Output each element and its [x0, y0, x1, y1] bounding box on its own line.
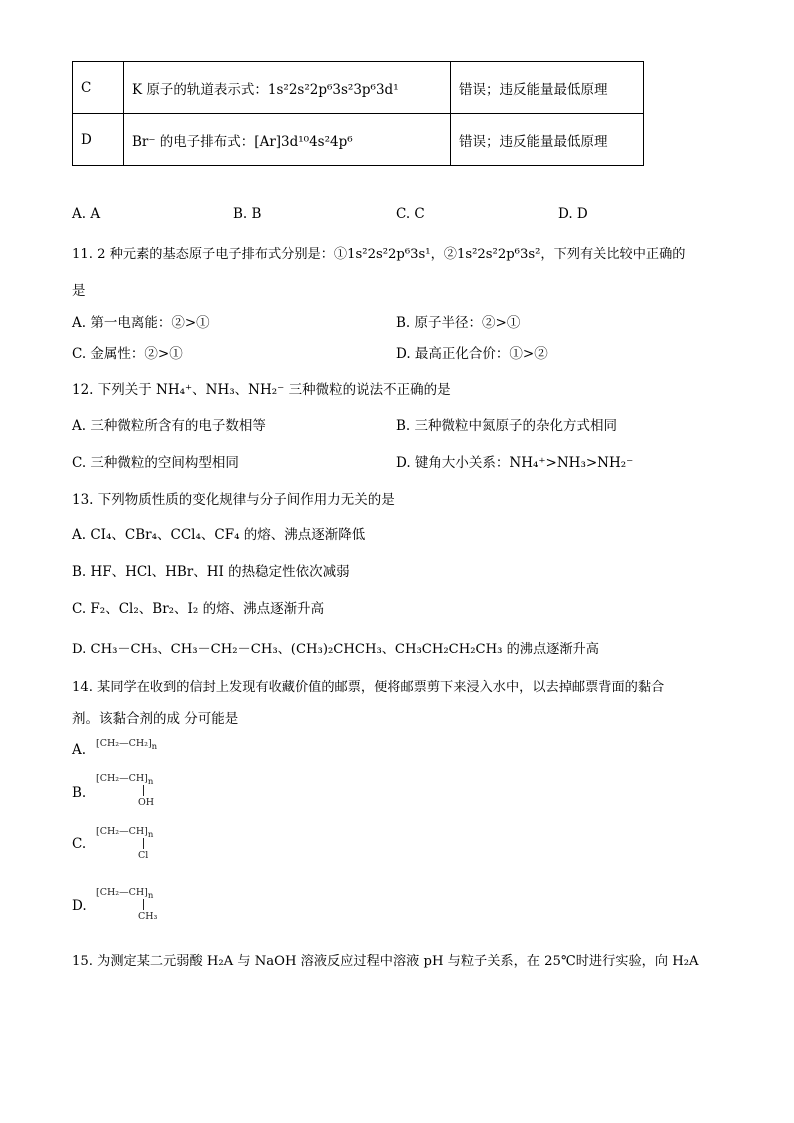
- polymer-chain: CH₂—CH: [99, 826, 145, 837]
- polymer-structure-c: $[CH_2—CH]_n$ Cl: [96, 826, 154, 861]
- q12-option-a: A. 三种微粒所含有的电子数相等: [72, 418, 266, 434]
- content-formula: [Ar]3d¹⁰4s²4p⁶: [254, 133, 353, 150]
- bond-line: [143, 785, 144, 796]
- polymer-chain: CH₂—CH₂: [99, 738, 148, 749]
- table-row: [73, 62, 644, 114]
- content-prefix: K 原子的轨道表示式：: [132, 81, 268, 98]
- polymer-structure-a: $[CH_2—CH_2]_n$: [96, 738, 158, 752]
- q13-option-a: A. CI₄、CBr₄、CCl₄、CF₄ 的熔、沸点逐渐降低: [72, 527, 366, 543]
- q15-stem: 15. 为测定某二元弱酸 H₂A 与 NaOH 溶液反应过程中溶液 pH 与粒子关系，在 25℃时进行实验，向 H₂A: [72, 954, 699, 969]
- polymer-n: n: [147, 777, 154, 787]
- answer-table: [72, 61, 644, 166]
- q14-option-a-label: A.: [72, 742, 87, 758]
- polymer-n: n: [151, 742, 158, 752]
- q14-option-d-label: D.: [72, 898, 87, 914]
- q10-option-d: D. D: [558, 206, 588, 222]
- q12-option-d: D. 键角大小关系：NH₄⁺>NH₃>NH₂⁻: [396, 455, 634, 471]
- q12-stem: 12. 下列关于 NH₄⁺、NH₃、NH₂⁻ 三种微粒的说法不正确的是: [72, 382, 451, 398]
- polymer-n: n: [147, 830, 154, 840]
- q14-option-c-label: C.: [72, 836, 87, 852]
- polymer-structure-b: $[CH_2—CH]_n$ OH: [96, 773, 155, 808]
- content-ion: Br⁻: [132, 133, 156, 150]
- polymer-n: n: [147, 891, 154, 901]
- q14-stem: 14. 某同学在收到的信封上发现有收藏价值的邮票，便将邮票剪下来浸入水中，以去掉邮票背面的黏合: [72, 680, 665, 695]
- table-row: [73, 114, 644, 166]
- q14-stem-cont: 剂。该黏合剂的成 分可能是: [72, 711, 239, 727]
- polymer-substituent: Cl: [138, 850, 149, 861]
- polymer-chain: CH₂—CH: [99, 887, 145, 898]
- q11-stem: 11. 2 种元素的基态原子电子排布式分别是：①1s²2s²2p⁶3s¹，②1s²2s²2p⁶3s²，下列有关比较中正确的: [72, 247, 686, 262]
- q11-stem-cont: 是: [72, 283, 86, 299]
- q11-option-b: B. 原子半径：②>①: [396, 315, 521, 331]
- content-cell: [124, 62, 451, 114]
- q12-option-b: B. 三种微粒中氮原子的杂化方式相同: [396, 418, 618, 434]
- judgement-cell: 错误；违反能量最低原理: [451, 62, 644, 114]
- content-prefix: 的电子排布式：: [159, 133, 255, 150]
- q13-stem: 13. 下列物质性质的变化规律与分子间作用力无关的是: [72, 492, 395, 508]
- q13-option-c: C. F₂、Cl₂、Br₂、I₂ 的熔、沸点逐渐升高: [72, 601, 325, 617]
- q11-option-a: A. 第一电离能：②>①: [72, 315, 210, 331]
- q13-option-d: D. CH₃－CH₃、CH₃－CH₂－CH₃、(CH₃)₂CHCH₃、CH₃CH₂CH₂CH₃ 的沸点逐渐升高: [72, 642, 599, 657]
- polymer-chain: CH₂—CH: [99, 773, 145, 784]
- q10-option-b: B. B: [233, 206, 262, 222]
- q10-option-c: C. C: [396, 206, 425, 222]
- q11-option-c: C. 金属性：②>①: [72, 346, 183, 362]
- q13-option-b: B. HF、HCl、HBr、HI 的热稳定性依次减弱: [72, 564, 350, 580]
- option-cell: C: [73, 62, 124, 114]
- judgement-cell: 错误；违反能量最低原理: [451, 114, 644, 166]
- content-cell: [124, 114, 451, 166]
- bond-line: [143, 838, 144, 849]
- option-cell: D: [73, 114, 124, 166]
- polymer-substituent: CH₃: [138, 911, 158, 922]
- polymer-substituent: OH: [138, 797, 155, 808]
- q11-option-d: D. 最高正化合价：①>②: [396, 346, 548, 362]
- polymer-structure-d: $[CH_2—CH]_n$ CH₃: [96, 887, 158, 922]
- content-formula: 1s²2s²2p⁶3s²3p⁶3d¹: [267, 81, 399, 98]
- q12-option-c: C. 三种微粒的空间构型相同: [72, 455, 239, 471]
- q14-option-b-label: B.: [72, 785, 87, 801]
- bond-line: [143, 899, 144, 910]
- q10-option-a: A. A: [72, 206, 101, 222]
